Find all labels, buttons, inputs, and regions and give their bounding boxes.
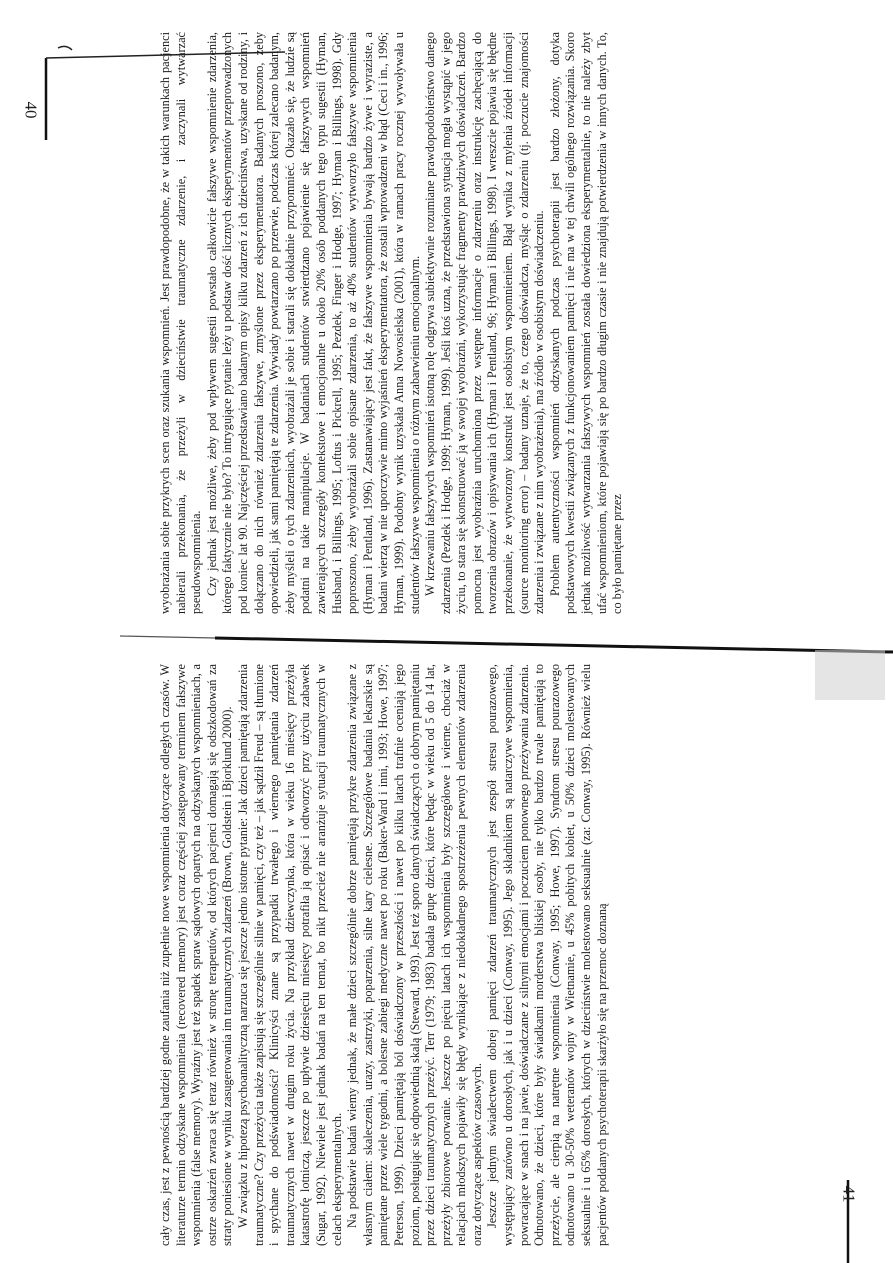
page-left-text bbox=[158, 28, 798, 618]
page-left bbox=[0, 0, 893, 631]
paragraph: cały czas, jest z pewnością bardziej godne zaufania niż zupełnie nowe wspomnienia dotyczące odległych czasów. W literaturze termin odzyskane wspomnienia (recovered memory) jest coraz częściej zastępowany terminem fałszywe wspomnienia (false memory). Wyraźny jest też spadek spraw sądowych opartych na odzyskanych wspomnieniach, a ostrze oskarżeń zwraca się teraz również w stronę terapeutów, od których pacjenci domagają się odszkodowań za straty poniesione w wyniku zasugerowania im traumatycznych zdarzeń (Brown, Goldstein i Bjorklund 2000). bbox=[158, 664, 235, 1246]
page-number-right: 41 bbox=[839, 1185, 859, 1203]
page-right-rotator bbox=[158, 660, 798, 1250]
paragraph: Czy jednak jest możliwe, żeby pod wpływem sugestii powstało całkowicie fałszywe wspomnienie zdarzenia, którego faktycznie nie było? To intrygujące pytanie leży u podstaw dość licznych eksperymentów przeprowadzonych pod koniec lat 90. Najczęściej przedstawiano badanym opisy kilku zdarzeń z ich dzieciństwa, uzyskane od rodziny, i dołączano do nich również zdarzenia fałszywe, zmyślone przez eksperymentatora. Badanych proszono, żeby opowiedzieli, jak sami pamiętają te zdarzenia. Wywiady powtarzano po przerwie, podczas której zalecano badanym, żeby myśleli o tych zdarzeniach, wyobrażali je sobie i starali się dokładnie przypomnieć. Okazało się, że ludzie są podatni na takie manipulacje. W badaniach studentów stwierdzano pojawienie się fałszywych wspomnień zawierających szczegóły kontekstowe i emocjonalne u około 20% osób poddanych tego typu sugestii (Hyman, Husband, i Billings, 1995; Loftus i Pickrell, 1995; Pezdek, Finger i Hodge, 1997; Hyman i Billings, 1998). Gdy poproszono, żeby wyobrażali sobie opisane zdarzenia, to aż 40% studentów wytworzyło fałszywe wspomnienia (Hyman i Pentland, 1996). Zastanawiający jest fakt, że fałszywe wspomnienia bywają bardzo żywe i wyraziste, a badani wierzą w nie uporczywie mimo wyjaśnień eksperymentatora, że zostali wprowadzeni w błąd (Ceci i in., 1996; Hyman, 1999). Podobny wynik uzyskała Anna Nowosielska (2001), która w ramach pracy rocznej wywoływała u studentów fałszywe wspomnienia o różnym zabarwieniu emocjonalnym. bbox=[204, 32, 422, 614]
paragraph: Jeszcze jednym świadectwem dobrej pamięci zdarzeń traumatycznych jest zespół stresu pourazowego, występujący zarówno u dorosłych, jak i u dzieci (Conway, 1995). Jego składnikiem są natarczywe wspomnienia, powracające w snach i na jawie, doświadczane z silnymi emocjami i poczuciem ponownego przeżywania zdarzenia. Odnotowano, że dzieci, które były świadkami morderstwa bliskiej osoby, nie tylko bardzo trwale pamiętają to przeżycie, ale cierpią na natrętne wspomnienia (Conway, 1995; Howe, 1997). Syndrom stresu pourazowego odnotowano u 30-50% weteranów wojny w Wietnamie, u 45% pobitych kobiet, u 50% dzieci molestowanych seksualnie i u 65% dorosłych, których w dzieciństwie molestowano seksualnie (za: Conway, 1995). Również wielu pacjentów poddanych psychoterapii skarżyło się na przemoc doznaną bbox=[485, 664, 609, 1246]
paragraph: W krzewaniu fałszywych wspomnień istotną rolę odgrywa subiektywnie rozumiane prawdopodobieństwo danego zdarzenia (Pezdek i Hodge, 1999; Hyman, 1999). Jeśli ktoś uzna, że przedstawiona sytuacja mogła wystąpić w jego życiu, to stara się skonstruować ją w swojej wyobraźni, wykorzystując fragmenty prawdziwych doświadczeń. Bardzo pomocna jest wyobraźnia uruchomiona przez wstępne informacje o zdarzeniu oraz instrukcję zachęcającą do tworzenia obrazów i opisywania ich (Hyman i Pentland, 96; Hyman i Billings, 1998). I wreszcie pojawia się błędne przekonanie, że wytworzony konstrukt jest osobistym wspomnieniem. Błąd wynika z mylenia źródeł informacji (source monitoring error) – badany uznaje, że to, czego doświadcza, myśląc o zdarzeniu (tj. poczucie znajomości zdarzenia i związane z nim wyobrażenia), ma źródło w osobistym doświadczeniu. bbox=[423, 32, 547, 614]
page-left-rotator bbox=[158, 28, 798, 618]
page-right bbox=[0, 632, 893, 1263]
page-number-left: 40 bbox=[21, 101, 41, 119]
paragraph: wyobrażania sobie przykrych scen oraz szukania wspomnień. Jest prawdopodobne, że w takich warunkach pacjenci nabierali przekonania, że przeżyli w dzieciństwie traumatyczne zdarzenie, i zaczynali wytwarzać pseudowspomnienia. bbox=[158, 32, 204, 614]
paragraph: Na podstawie badań wiemy jednak, że małe dzieci szczególnie dobrze pamiętają przykre zdarzenia związane z własnym ciałem: skaleczenia, urazy, zastrzyki, poparzenia, silne kary cielesne. Szczegółowe badania lekarskie są pamiętane przez wiele tygodni, a bolesne zabiegi medyczne nawet po roku (Baker-Ward i inni, 1993; Howe, 1997; Peterson, 1999). Dzieci pamiętają ból doświadczony w przeszłości i nawet po kilku latach trafnie oceniają jego poziom, posługując się odpowiednią skalą (Steward, 1993). Jest też sporo danych świadczących o dobrym pamiętaniu przez dzieci traumatycznych przeżyć. Terr (1979; 1983) badała grupę dzieci, które będąc w wieku od 5 do 14 lat, przeżyły zbiorowe porwanie. Jeszcze po pięciu latach ich wspomnienia były szczegółowe i wierne, chociaż w relacjach młodszych pojawiły się błędy wynikające z niedokładnego spostrzeżenia pewnych elementów zdarzenia oraz dotyczące aspektów czasowych. bbox=[345, 664, 484, 1246]
page-right-text bbox=[158, 660, 798, 1250]
paragraph: Problem autentyczności wspomnień odzyskanych podczas psychoterapii jest bardzo złożony, dotyka podstawowych kwestii związanych z funkcjonowaniem pamięci i nie ma w tej chwili ogólnego rozwiązania. Skoro jednak możliwość wytwarzania fałszywych wspomnień została dowiedziona eksperymentalnie, to nie należy zbyt ufać wspomnieniom, które pojawiają się po bardzo długim czasie i nie znajdują potwierdzenia w innych danych. To, co było pamiętane przez bbox=[547, 32, 625, 614]
paragraph: W związku z hipotezą psychoanalityczną narzuca się jeszcze jedno istotne pytanie: Jak dzieci pamiętają zdarzenia traumatyczne? Czy przeżycia także zapisują się szczególnie silnie w pamięci, czy też – jak sądził Freud – są tłumione i spychane do podświadomości? Klinicyści znane są przypadki trwałego i wiernego pamiętania zdarzeń traumatycznych nawet w drugim roku życia. Na przykład dziewczynka, która w wieku 16 miesięcy przeżyła katastrofę lotniczą, jeszcze po upływie dziesięciu miesięcy potrafiła ją opisać i odtworzyć przy użyciu zabawek (Sugar, 1992). Niewiele jest jednak badań na ten temat, bo nikt przecież nie aranżuje sytuacji traumatycznych w celach eksperymentalnych. bbox=[235, 664, 344, 1246]
